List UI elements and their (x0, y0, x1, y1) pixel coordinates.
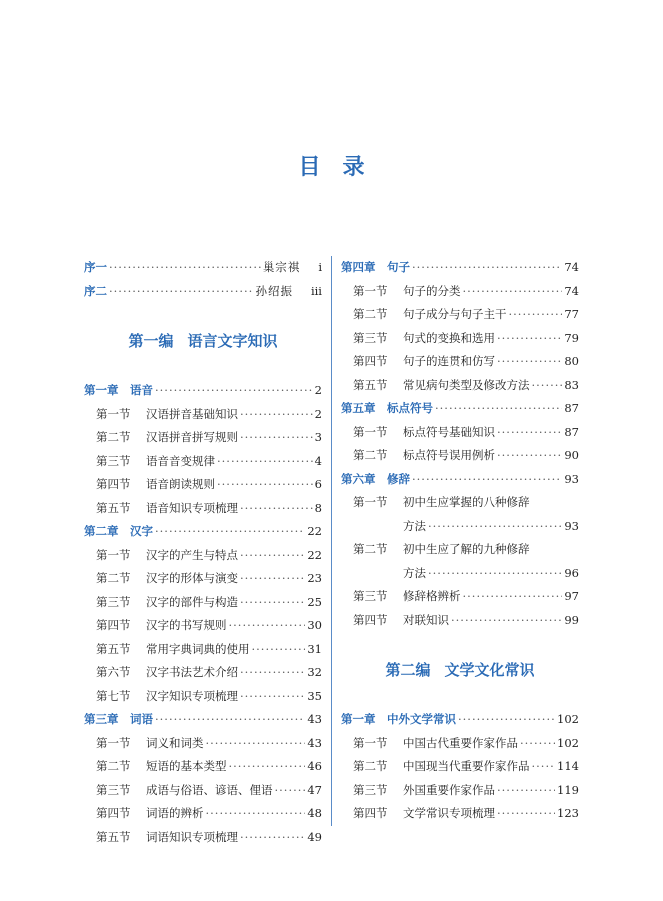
toc-section[interactable]: 第七节 汉字知识专项梳理 ····· 35 (84, 685, 322, 709)
preface-author: 孙绍振 (255, 283, 293, 298)
toc-section[interactable]: 第五节 词语知识专项梳理 ····· 49 (84, 826, 322, 850)
toc-right-column (341, 256, 579, 826)
toc-section-continued[interactable]: 方法 ····· 96 (341, 562, 579, 586)
toc-section[interactable]: 第二节 汉字的形体与演变 ····· 23 (84, 567, 322, 591)
toc-section[interactable]: 第二节 中国现当代重要作家作品 ····· 114 (341, 755, 579, 779)
toc-section[interactable]: 第四节 对联知识 ····· 99 (341, 609, 579, 633)
part-title-2: 第二编 文学文化常识 (385, 661, 535, 679)
toc-section[interactable]: 第一节 词义和词类 ····· 43 (84, 732, 322, 756)
toc-section[interactable]: 第四节 词语的辨析 ····· 48 (84, 802, 322, 826)
toc-chapter-literature[interactable]: 第一章 中外文学常识 ····· 102 (341, 708, 579, 732)
toc-section[interactable]: 第四节 句子的连贯和仿写 ····· 80 (341, 350, 579, 374)
page-number: i (318, 260, 322, 274)
toc-section[interactable]: 第二节 汉语拼音拼写规则 ····· 3 (84, 426, 322, 450)
toc-chapter-1[interactable]: 第一章 语音 ····· 2 (84, 379, 322, 403)
toc-section[interactable]: 第四节 语音朗读规则 ····· 6 (84, 473, 322, 497)
toc-chapter-6[interactable]: 第六章 修辞 ····· 93 (341, 468, 579, 492)
toc-section[interactable]: 第四节 文学常识专项梳理 ····· 123 (341, 802, 579, 826)
toc-section[interactable]: 第三节 句式的变换和选用 ····· 79 (341, 327, 579, 351)
toc-section[interactable]: 第二节 初中生应了解的九种修辞 (353, 542, 530, 556)
page-number: iii (310, 283, 322, 298)
preface-author: 巢宗祺 (262, 260, 301, 274)
toc-chapter-3[interactable]: 第三章 词语 ····· 43 (84, 708, 322, 732)
toc-section[interactable]: 第三节 语音音变规律 ····· 4 (84, 450, 322, 474)
toc-section[interactable]: 第一节 中国古代重要作家作品 ····· 102 (341, 732, 579, 756)
toc-section[interactable]: 第二节 标点符号误用例析 ····· 90 (341, 444, 579, 468)
toc-section[interactable]: 第三节 修辞格辨析 ····· 97 (341, 585, 579, 609)
toc-section[interactable]: 第四节 汉字的书写规则 ····· 30 (84, 614, 322, 638)
toc-section[interactable]: 第一节 初中生应掌握的八种修辞 (353, 495, 530, 509)
toc-section-continued[interactable]: 方法 ····· 93 (341, 515, 579, 539)
toc-section[interactable]: 第二节 句子成分与句子主干 ····· 77 (341, 303, 579, 327)
title-char-1: 目 (298, 154, 321, 180)
toc-section[interactable]: 第三节 汉字的部件与构造 ····· 25 (84, 591, 322, 615)
toc-left-column (84, 256, 322, 849)
title-char-2: 录 (342, 154, 365, 180)
toc-chapter-4[interactable]: 第四章 句子 ····· 74 (341, 256, 579, 280)
toc-section[interactable]: 第一节 句子的分类 ····· 74 (341, 280, 579, 304)
toc-section[interactable]: 第五节 常用字典词典的使用 ····· 31 (84, 638, 322, 662)
toc-section[interactable]: 第六节 汉字书法艺术介绍 ····· 32 (84, 661, 322, 685)
toc-section[interactable]: 第一节 标点符号基础知识 ····· 87 (341, 421, 579, 445)
toc-entry-preface-1[interactable]: 序一 ····· 巢宗祺 i (84, 256, 322, 280)
page-title (0, 150, 663, 181)
toc-section[interactable]: 第五节 语音知识专项梳理 ····· 8 (84, 497, 322, 521)
toc-section[interactable]: 第一节 汉语拼音基础知识 ····· 2 (84, 403, 322, 427)
toc-section[interactable]: 第五节 常见病句类型及修改方法 ····· 83 (341, 374, 579, 398)
part-title-1: 第一编 语言文字知识 (128, 332, 278, 350)
toc-chapter-2[interactable]: 第二章 汉字 ····· 22 (84, 520, 322, 544)
toc-section[interactable]: 第二节 短语的基本类型 ····· 46 (84, 755, 322, 779)
column-divider (331, 256, 332, 826)
toc-section[interactable]: 第三节 外国重要作家作品 ····· 119 (341, 779, 579, 803)
toc-section[interactable]: 第三节 成语与俗语、谚语、俚语 ····· 47 (84, 779, 322, 803)
toc-chapter-5[interactable]: 第五章 标点符号 ····· 87 (341, 397, 579, 421)
toc-entry-preface-2[interactable]: 序二 ····· 孙绍振 iii (84, 280, 322, 304)
toc-section[interactable]: 第一节 汉字的产生与特点 ····· 22 (84, 544, 322, 568)
